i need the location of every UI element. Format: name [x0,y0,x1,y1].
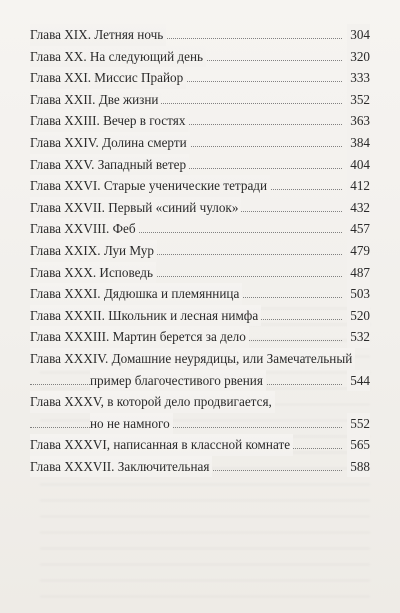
toc-entry-title: Глава XXII. Две жизни [30,89,161,111]
toc-entry [30,305,370,327]
toc-entry-title: Глава XXIX. Луи Мур [30,240,157,262]
toc-entry-title: Глава XXVII. Первый «синий чулок» [30,197,241,219]
toc-entry-title: Глава XXVI. Старые ученические тетради [30,175,270,197]
toc-entry-line [30,391,370,413]
toc-entry [30,456,370,478]
toc-entry-page-number: 588 [347,456,370,478]
toc-entry-title: Глава XXXVII. Заключительная [30,456,212,478]
toc-entry-line [30,89,370,111]
toc-entry-line [30,413,370,435]
toc-entry-page-number: 565 [347,434,370,456]
toc-entry-title: Глава XXX. Исповедь [30,262,156,284]
toc-entry [30,89,370,111]
toc-entry-title: Глава XXVIII. Феб [30,218,139,240]
toc-entry-line [30,175,370,197]
toc-entry-title: Глава XX. На следующий день [30,46,206,68]
toc-entry [30,240,370,262]
toc-entry-title: Глава XIX. Летняя ночь [30,24,166,46]
toc-entry [30,110,370,132]
toc-entry [30,348,370,391]
toc-entry-line [30,67,370,89]
toc-entry [30,175,370,197]
toc-entry [30,154,370,176]
toc-entry [30,197,370,219]
toc-entry-title: Глава XXV. Западный ветер [30,154,189,176]
toc-entry-title: Глава XXXI. Дядюшка и племянница [30,283,242,305]
toc-entry [30,132,370,154]
toc-entry-page-number: 363 [347,110,370,132]
toc-entry-title: Глава XXXIII. Мартин берется за дело [30,326,249,348]
toc-entry [30,391,370,434]
toc-entry-line [30,46,370,68]
toc-entry [30,326,370,348]
toc-entry-page-number: 384 [347,132,370,154]
toc-entry [30,262,370,284]
toc-entry-page-number: 532 [347,326,370,348]
toc-entry-line [30,262,370,284]
toc-entry-line [30,110,370,132]
toc-entry-line [30,132,370,154]
toc-entry-line [30,456,370,478]
toc-entry-page-number: 352 [347,89,370,111]
toc-entry-line [30,240,370,262]
toc-entry [30,283,370,305]
toc-entry-title: Глава XXI. Миссис Прайор [30,67,186,89]
toc-entry-line [30,434,370,456]
toc-entry-page-number: 487 [347,262,370,284]
toc-entry-line [30,218,370,240]
toc-entry-line [30,305,370,327]
toc-entry-line [30,197,370,219]
toc-entry-page-number: 320 [347,46,370,68]
toc-entry-title: Глава XXXVI, написанная в классной комнате [30,434,293,456]
toc-entry-page-number: 333 [347,67,370,89]
toc-entry-title: но не намного [90,413,173,435]
toc-entry-title: Глава XXXV, в которой дело продвигается, [30,391,275,413]
toc-entry-page-number: 304 [347,24,370,46]
dot-leader [30,427,342,428]
toc-entry-page-number: 520 [347,305,370,327]
toc-entry-page-number: 457 [347,218,370,240]
toc-entry-page-number: 432 [347,197,370,219]
toc-entry-line [30,370,370,392]
toc-entry [30,24,370,46]
toc-entry-page-number: 552 [347,413,370,435]
toc-entry [30,434,370,456]
toc-entry-page-number: 503 [347,283,370,305]
toc-entry-title: Глава XXIII. Вечер в гостях [30,110,188,132]
toc-entry-title: Глава XXXII. Школьник и лесная нимфа [30,305,261,327]
toc-entry-line [30,326,370,348]
toc-entry-page-number: 479 [347,240,370,262]
toc-entry-title: пример благочестивого рвения [90,370,266,392]
toc-entry-line [30,24,370,46]
toc-entry-title: Глава XXIV. Долина смерти [30,132,190,154]
toc-entry-line [30,283,370,305]
toc-entry-page-number: 544 [347,370,370,392]
toc-entry-page-number: 412 [347,175,370,197]
toc-entry-line [30,348,370,370]
toc-entry-page-number: 404 [347,154,370,176]
toc-entry [30,67,370,89]
table-of-contents [30,24,370,477]
toc-entry [30,46,370,68]
toc-entry-title: Глава XXXIV. Домашние неурядицы, или Замечательный [30,348,355,370]
toc-entry-line [30,154,370,176]
toc-entry [30,218,370,240]
